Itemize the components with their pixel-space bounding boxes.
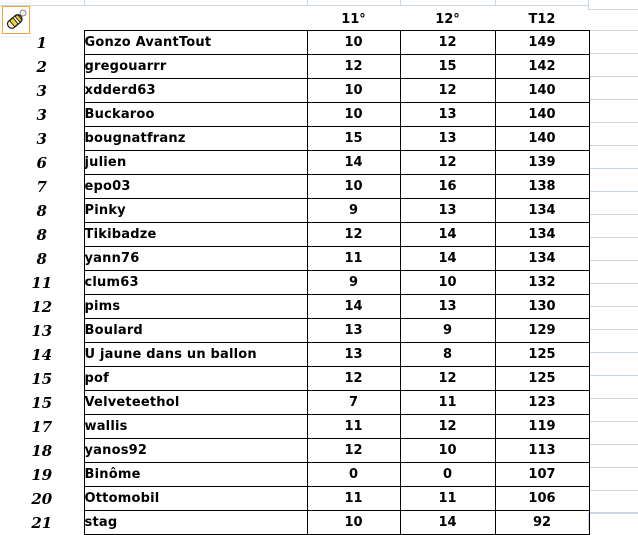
name-cell[interactable]: gregouarrr <box>84 55 307 79</box>
name-cell[interactable]: epo03 <box>84 175 307 199</box>
score-12-cell[interactable]: 11 <box>400 391 495 415</box>
score-12-cell[interactable]: 12 <box>400 79 495 103</box>
score-11-cell[interactable]: 10 <box>307 103 400 127</box>
name-cell[interactable]: yanos92 <box>84 439 307 463</box>
table-row <box>0 511 589 535</box>
table-row <box>0 415 589 439</box>
table-row <box>0 439 589 463</box>
total-cell[interactable]: 140 <box>495 79 589 103</box>
score-11-cell[interactable]: 13 <box>307 319 400 343</box>
rank-cell[interactable]: 2 <box>36 57 47 76</box>
rank-cell[interactable]: 1 <box>36 33 47 52</box>
score-12-cell[interactable]: 8 <box>400 343 495 367</box>
header-rank-blank <box>0 8 84 31</box>
table-row <box>0 199 589 223</box>
rank-cell[interactable]: 15 <box>31 369 53 388</box>
score-12-cell[interactable]: 14 <box>400 247 495 271</box>
total-cell[interactable]: 134 <box>495 199 589 223</box>
rank-cell[interactable]: 3 <box>36 129 47 148</box>
score-12-cell[interactable]: 13 <box>400 295 495 319</box>
total-cell[interactable]: 134 <box>495 223 589 247</box>
rank-cell[interactable]: 8 <box>36 249 47 268</box>
table-row <box>0 487 589 511</box>
total-cell[interactable]: 113 <box>495 439 589 463</box>
rank-cell[interactable]: 15 <box>31 393 53 412</box>
leaderboard-table <box>0 8 590 535</box>
header-name-blank <box>84 8 307 31</box>
score-12-cell[interactable]: 12 <box>400 415 495 439</box>
name-cell[interactable]: bougnatfranz <box>84 127 307 151</box>
score-12-cell[interactable]: 9 <box>400 319 495 343</box>
score-12-cell[interactable]: 10 <box>400 271 495 295</box>
rank-cell[interactable]: 18 <box>31 441 53 460</box>
score-11-cell[interactable]: 0 <box>307 463 400 487</box>
gridline <box>0 5 588 6</box>
score-12-cell[interactable]: 11 <box>400 487 495 511</box>
name-cell[interactable]: pims <box>84 295 307 319</box>
table-row <box>0 175 589 199</box>
name-cell[interactable]: xdderd63 <box>84 79 307 103</box>
total-cell[interactable]: 92 <box>495 511 589 535</box>
name-cell[interactable]: Ottomobil <box>84 487 307 511</box>
rank-cell[interactable]: 14 <box>31 345 53 364</box>
name-cell[interactable]: pof <box>84 367 307 391</box>
total-cell[interactable]: 123 <box>495 391 589 415</box>
table-row <box>0 151 589 175</box>
table-row <box>0 31 589 55</box>
gridline <box>589 30 638 515</box>
name-cell[interactable]: Tikibadze <box>84 223 307 247</box>
total-cell[interactable]: 134 <box>495 247 589 271</box>
score-11-cell[interactable]: 10 <box>307 31 400 55</box>
score-12-cell[interactable]: 13 <box>400 103 495 127</box>
table-row <box>0 271 589 295</box>
score-11-cell[interactable]: 13 <box>307 343 400 367</box>
score-12-cell[interactable]: 12 <box>400 367 495 391</box>
score-11-cell[interactable]: 12 <box>307 223 400 247</box>
score-11-cell[interactable]: 9 <box>307 271 400 295</box>
table-row <box>0 391 589 415</box>
table-row <box>0 343 589 367</box>
name-cell[interactable]: Pinky <box>84 199 307 223</box>
name-cell[interactable]: Gonzo AvantTout <box>84 31 307 55</box>
rank-cell[interactable]: 3 <box>36 81 47 100</box>
table-row <box>0 223 589 247</box>
total-cell[interactable]: 132 <box>495 271 589 295</box>
gridline <box>495 0 496 5</box>
rank-cell[interactable]: 7 <box>36 177 47 196</box>
total-cell[interactable]: 129 <box>495 319 589 343</box>
rank-cell[interactable]: 6 <box>36 153 47 172</box>
gridline <box>400 0 401 5</box>
table-row <box>0 319 589 343</box>
score-12-cell[interactable]: 10 <box>400 439 495 463</box>
table-body <box>0 31 589 535</box>
score-11-cell[interactable]: 11 <box>307 487 400 511</box>
header-round-12[interactable]: 12° <box>435 11 460 27</box>
score-12-cell[interactable]: 12 <box>400 31 495 55</box>
score-11-cell[interactable]: 10 <box>307 175 400 199</box>
name-cell[interactable]: Boulard <box>84 319 307 343</box>
total-cell[interactable]: 140 <box>495 103 589 127</box>
name-cell[interactable]: Buckaroo <box>84 103 307 127</box>
rank-cell[interactable]: 8 <box>36 225 47 244</box>
rank-cell[interactable]: 13 <box>31 321 53 340</box>
name-cell[interactable]: julien <box>84 151 307 175</box>
score-12-cell[interactable]: 0 <box>400 463 495 487</box>
table-row <box>0 367 589 391</box>
gridline <box>307 0 308 5</box>
score-12-cell[interactable]: 14 <box>400 223 495 247</box>
rank-cell[interactable]: 21 <box>31 513 53 532</box>
total-cell[interactable]: 138 <box>495 175 589 199</box>
rank-cell[interactable]: 17 <box>31 417 53 436</box>
score-11-cell[interactable]: 12 <box>307 367 400 391</box>
total-cell[interactable]: 149 <box>495 31 589 55</box>
score-11-cell[interactable]: 11 <box>307 415 400 439</box>
score-12-cell[interactable]: 12 <box>400 151 495 175</box>
name-cell[interactable]: clum63 <box>84 271 307 295</box>
score-12-cell[interactable]: 14 <box>400 511 495 535</box>
name-cell[interactable]: Binôme <box>84 463 307 487</box>
table-row <box>0 103 589 127</box>
rank-cell[interactable]: 8 <box>36 201 47 220</box>
score-12-cell[interactable]: 16 <box>400 175 495 199</box>
rank-cell[interactable]: 12 <box>31 297 53 316</box>
name-cell[interactable]: yann76 <box>84 247 307 271</box>
gridline <box>588 9 638 10</box>
table-row <box>0 463 589 487</box>
total-cell[interactable]: 107 <box>495 463 589 487</box>
total-cell[interactable]: 139 <box>495 151 589 175</box>
rank-cell[interactable]: 20 <box>31 489 53 508</box>
total-cell[interactable]: 125 <box>495 367 589 391</box>
score-11-cell[interactable]: 15 <box>307 127 400 151</box>
score-11-cell[interactable]: 12 <box>307 439 400 463</box>
score-11-cell[interactable]: 12 <box>307 55 400 79</box>
table-row <box>0 55 589 79</box>
name-cell[interactable]: stag <box>84 511 307 535</box>
table-row <box>0 127 589 151</box>
table-row <box>0 247 589 271</box>
table-row <box>0 295 589 319</box>
score-12-cell[interactable]: 13 <box>400 127 495 151</box>
score-11-cell[interactable]: 9 <box>307 199 400 223</box>
name-cell[interactable]: Velveteethol <box>84 391 307 415</box>
gridline <box>589 512 638 513</box>
score-12-cell[interactable]: 15 <box>400 55 495 79</box>
header-row <box>0 8 589 31</box>
header-round-11[interactable]: 11° <box>341 11 366 27</box>
total-cell[interactable]: 130 <box>495 295 589 319</box>
score-11-cell[interactable]: 14 <box>307 151 400 175</box>
rank-cell[interactable]: 19 <box>31 465 53 484</box>
score-12-cell[interactable]: 13 <box>400 199 495 223</box>
total-cell[interactable]: 142 <box>495 55 589 79</box>
score-11-cell[interactable]: 10 <box>307 511 400 535</box>
score-11-cell[interactable]: 10 <box>307 79 400 103</box>
total-cell[interactable]: 140 <box>495 127 589 151</box>
name-cell[interactable]: U jaune dans un ballon <box>84 343 307 367</box>
header-total-t12[interactable]: T12 <box>528 11 556 27</box>
table-row <box>0 79 589 103</box>
rank-cell[interactable]: 11 <box>31 273 53 292</box>
rank-cell[interactable]: 3 <box>36 105 47 124</box>
total-cell[interactable]: 119 <box>495 415 589 439</box>
total-cell[interactable]: 106 <box>495 487 589 511</box>
score-11-cell[interactable]: 11 <box>307 247 400 271</box>
total-cell[interactable]: 125 <box>495 343 589 367</box>
score-11-cell[interactable]: 7 <box>307 391 400 415</box>
gridline <box>84 0 85 5</box>
score-11-cell[interactable]: 14 <box>307 295 400 319</box>
name-cell[interactable]: wallis <box>84 415 307 439</box>
